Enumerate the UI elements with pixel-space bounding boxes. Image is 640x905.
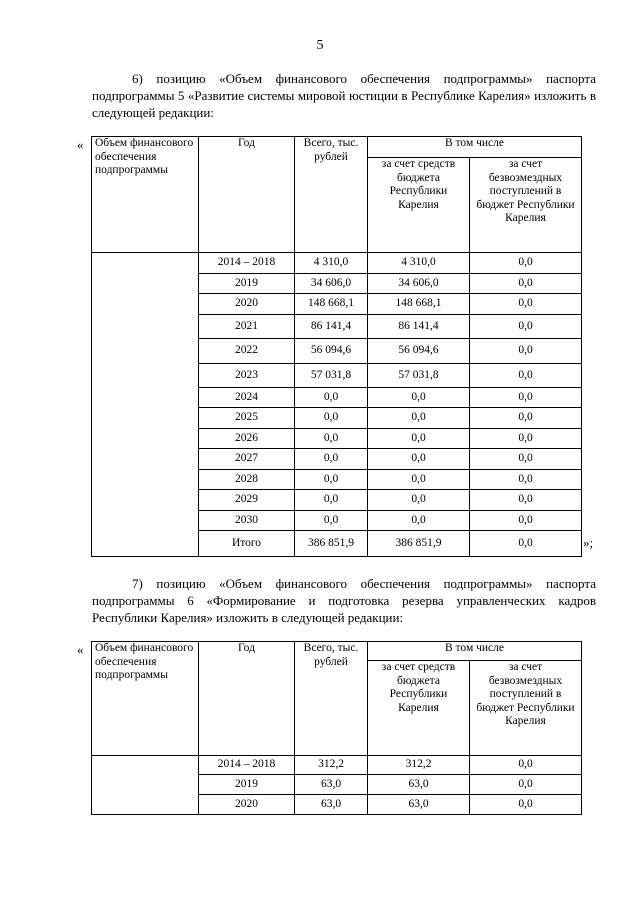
section7-paragraph: 7) позицию «Объем финансового обеспечения подпрограммы» паспорта подпрограммы 6 «Формирование и подготовка резерва управленческих кадров Республики Карелия» изложить в следующей редакции: bbox=[92, 576, 596, 625]
total-cell: 57 031,8 bbox=[295, 364, 368, 388]
total-cell: 148 668,1 bbox=[295, 294, 368, 315]
grants-cell: 0,0 bbox=[470, 490, 582, 511]
budget-cell: 0,0 bbox=[368, 511, 470, 531]
column-header-year: Год bbox=[199, 137, 295, 253]
row-label-spacer bbox=[92, 756, 199, 815]
total-cell: 312,2 bbox=[295, 756, 368, 775]
budget-cell: 57 031,8 bbox=[368, 364, 470, 388]
total-cell: 0,0 bbox=[295, 388, 368, 408]
grants-cell: 0,0 bbox=[470, 339, 582, 364]
budget-cell: 63,0 bbox=[368, 795, 470, 815]
grants-cell: 0,0 bbox=[470, 388, 582, 408]
year-cell: 2020 bbox=[199, 795, 295, 815]
budget-cell: 63,0 bbox=[368, 775, 470, 795]
year-cell: 2029 bbox=[199, 490, 295, 511]
budget-cell: 86 141,4 bbox=[368, 315, 470, 339]
year-cell: 2020 bbox=[199, 294, 295, 315]
column-header-including: В том числе bbox=[368, 137, 582, 158]
grants-cell: 0,0 bbox=[470, 364, 582, 388]
total-cell: 0,0 bbox=[295, 490, 368, 511]
row-label-spacer bbox=[92, 253, 199, 557]
total-cell: 4 310,0 bbox=[295, 253, 368, 274]
grants-cell: 0,0 bbox=[470, 531, 582, 557]
column-header-grants: за счет безвозмездных поступлений в бюджет Республики Карелия bbox=[470, 158, 582, 253]
grants-cell: 0,0 bbox=[470, 449, 582, 470]
grants-cell: 0,0 bbox=[470, 294, 582, 315]
total-cell: 34 606,0 bbox=[295, 274, 368, 294]
year-cell: 2024 bbox=[199, 388, 295, 408]
budget-cell: 0,0 bbox=[368, 388, 470, 408]
section6-paragraph: 6) позицию «Объем финансового обеспечения подпрограммы» паспорта подпрограммы 5 «Развитие системы мировой юстиции в Республике Карелия» изложить в следующей редакции: bbox=[92, 71, 596, 120]
year-cell: 2025 bbox=[199, 408, 295, 429]
total-cell: 0,0 bbox=[295, 429, 368, 449]
budget-cell: 148 668,1 bbox=[368, 294, 470, 315]
column-header-including: В том числе bbox=[368, 642, 582, 661]
year-cell: 2014 – 2018 bbox=[199, 756, 295, 775]
total-cell: 86 141,4 bbox=[295, 315, 368, 339]
column-header-total: Всего, тыс. рублей bbox=[295, 137, 368, 253]
page-number: 5 bbox=[316, 38, 324, 53]
budget-cell: 34 606,0 bbox=[368, 274, 470, 294]
table-head-label: Объем финансового обеспечения подпрограммы bbox=[92, 137, 199, 253]
column-header-total: Всего, тыс. рублей bbox=[295, 642, 368, 756]
year-cell: 2026 bbox=[199, 429, 295, 449]
grants-cell: 0,0 bbox=[470, 795, 582, 815]
year-cell: 2027 bbox=[199, 449, 295, 470]
column-header-budget: за счет средств бюджета Республики Карелия bbox=[368, 158, 470, 253]
grants-cell: 0,0 bbox=[470, 775, 582, 795]
grants-cell: 0,0 bbox=[470, 253, 582, 274]
total-cell: 0,0 bbox=[295, 449, 368, 470]
grants-cell: 0,0 bbox=[470, 756, 582, 775]
section6-close-quote: »; bbox=[583, 535, 594, 550]
section7-finance-table bbox=[91, 641, 582, 815]
year-cell: 2014 – 2018 bbox=[199, 253, 295, 274]
total-cell: 63,0 bbox=[295, 795, 368, 815]
year-cell: 2019 bbox=[199, 274, 295, 294]
grants-cell: 0,0 bbox=[470, 429, 582, 449]
column-header-budget: за счет средств бюджета Республики Карелия bbox=[368, 661, 470, 756]
section7-open-quote: « bbox=[77, 642, 84, 657]
table-row bbox=[92, 756, 582, 775]
budget-cell: 312,2 bbox=[368, 756, 470, 775]
total-cell: 63,0 bbox=[295, 775, 368, 795]
year-cell: 2021 bbox=[199, 315, 295, 339]
budget-cell: 0,0 bbox=[368, 449, 470, 470]
table-row bbox=[92, 253, 582, 274]
budget-cell: 386 851,9 bbox=[368, 531, 470, 557]
table-head-label: Объем финансового обеспечения подпрограммы bbox=[92, 642, 199, 756]
total-cell: 386 851,9 bbox=[295, 531, 368, 557]
section6-open-quote: « bbox=[77, 137, 84, 152]
grants-cell: 0,0 bbox=[470, 315, 582, 339]
total-cell: 0,0 bbox=[295, 511, 368, 531]
budget-cell: 4 310,0 bbox=[368, 253, 470, 274]
column-header-grants: за счет безвозмездных поступлений в бюджет Республики Карелия bbox=[470, 661, 582, 756]
budget-cell: 0,0 bbox=[368, 408, 470, 429]
column-header-year: Год bbox=[199, 642, 295, 756]
total-cell: 0,0 bbox=[295, 408, 368, 429]
grants-cell: 0,0 bbox=[470, 408, 582, 429]
grants-cell: 0,0 bbox=[470, 274, 582, 294]
year-cell: 2022 bbox=[199, 339, 295, 364]
budget-cell: 0,0 bbox=[368, 490, 470, 511]
budget-cell: 0,0 bbox=[368, 470, 470, 490]
budget-cell: 56 094,6 bbox=[368, 339, 470, 364]
year-cell: Итого bbox=[199, 531, 295, 557]
grants-cell: 0,0 bbox=[470, 511, 582, 531]
total-cell: 56 094,6 bbox=[295, 339, 368, 364]
total-cell: 0,0 bbox=[295, 470, 368, 490]
year-cell: 2023 bbox=[199, 364, 295, 388]
year-cell: 2030 bbox=[199, 511, 295, 531]
budget-cell: 0,0 bbox=[368, 429, 470, 449]
year-cell: 2019 bbox=[199, 775, 295, 795]
section6-finance-table bbox=[91, 136, 582, 557]
grants-cell: 0,0 bbox=[470, 470, 582, 490]
year-cell: 2028 bbox=[199, 470, 295, 490]
